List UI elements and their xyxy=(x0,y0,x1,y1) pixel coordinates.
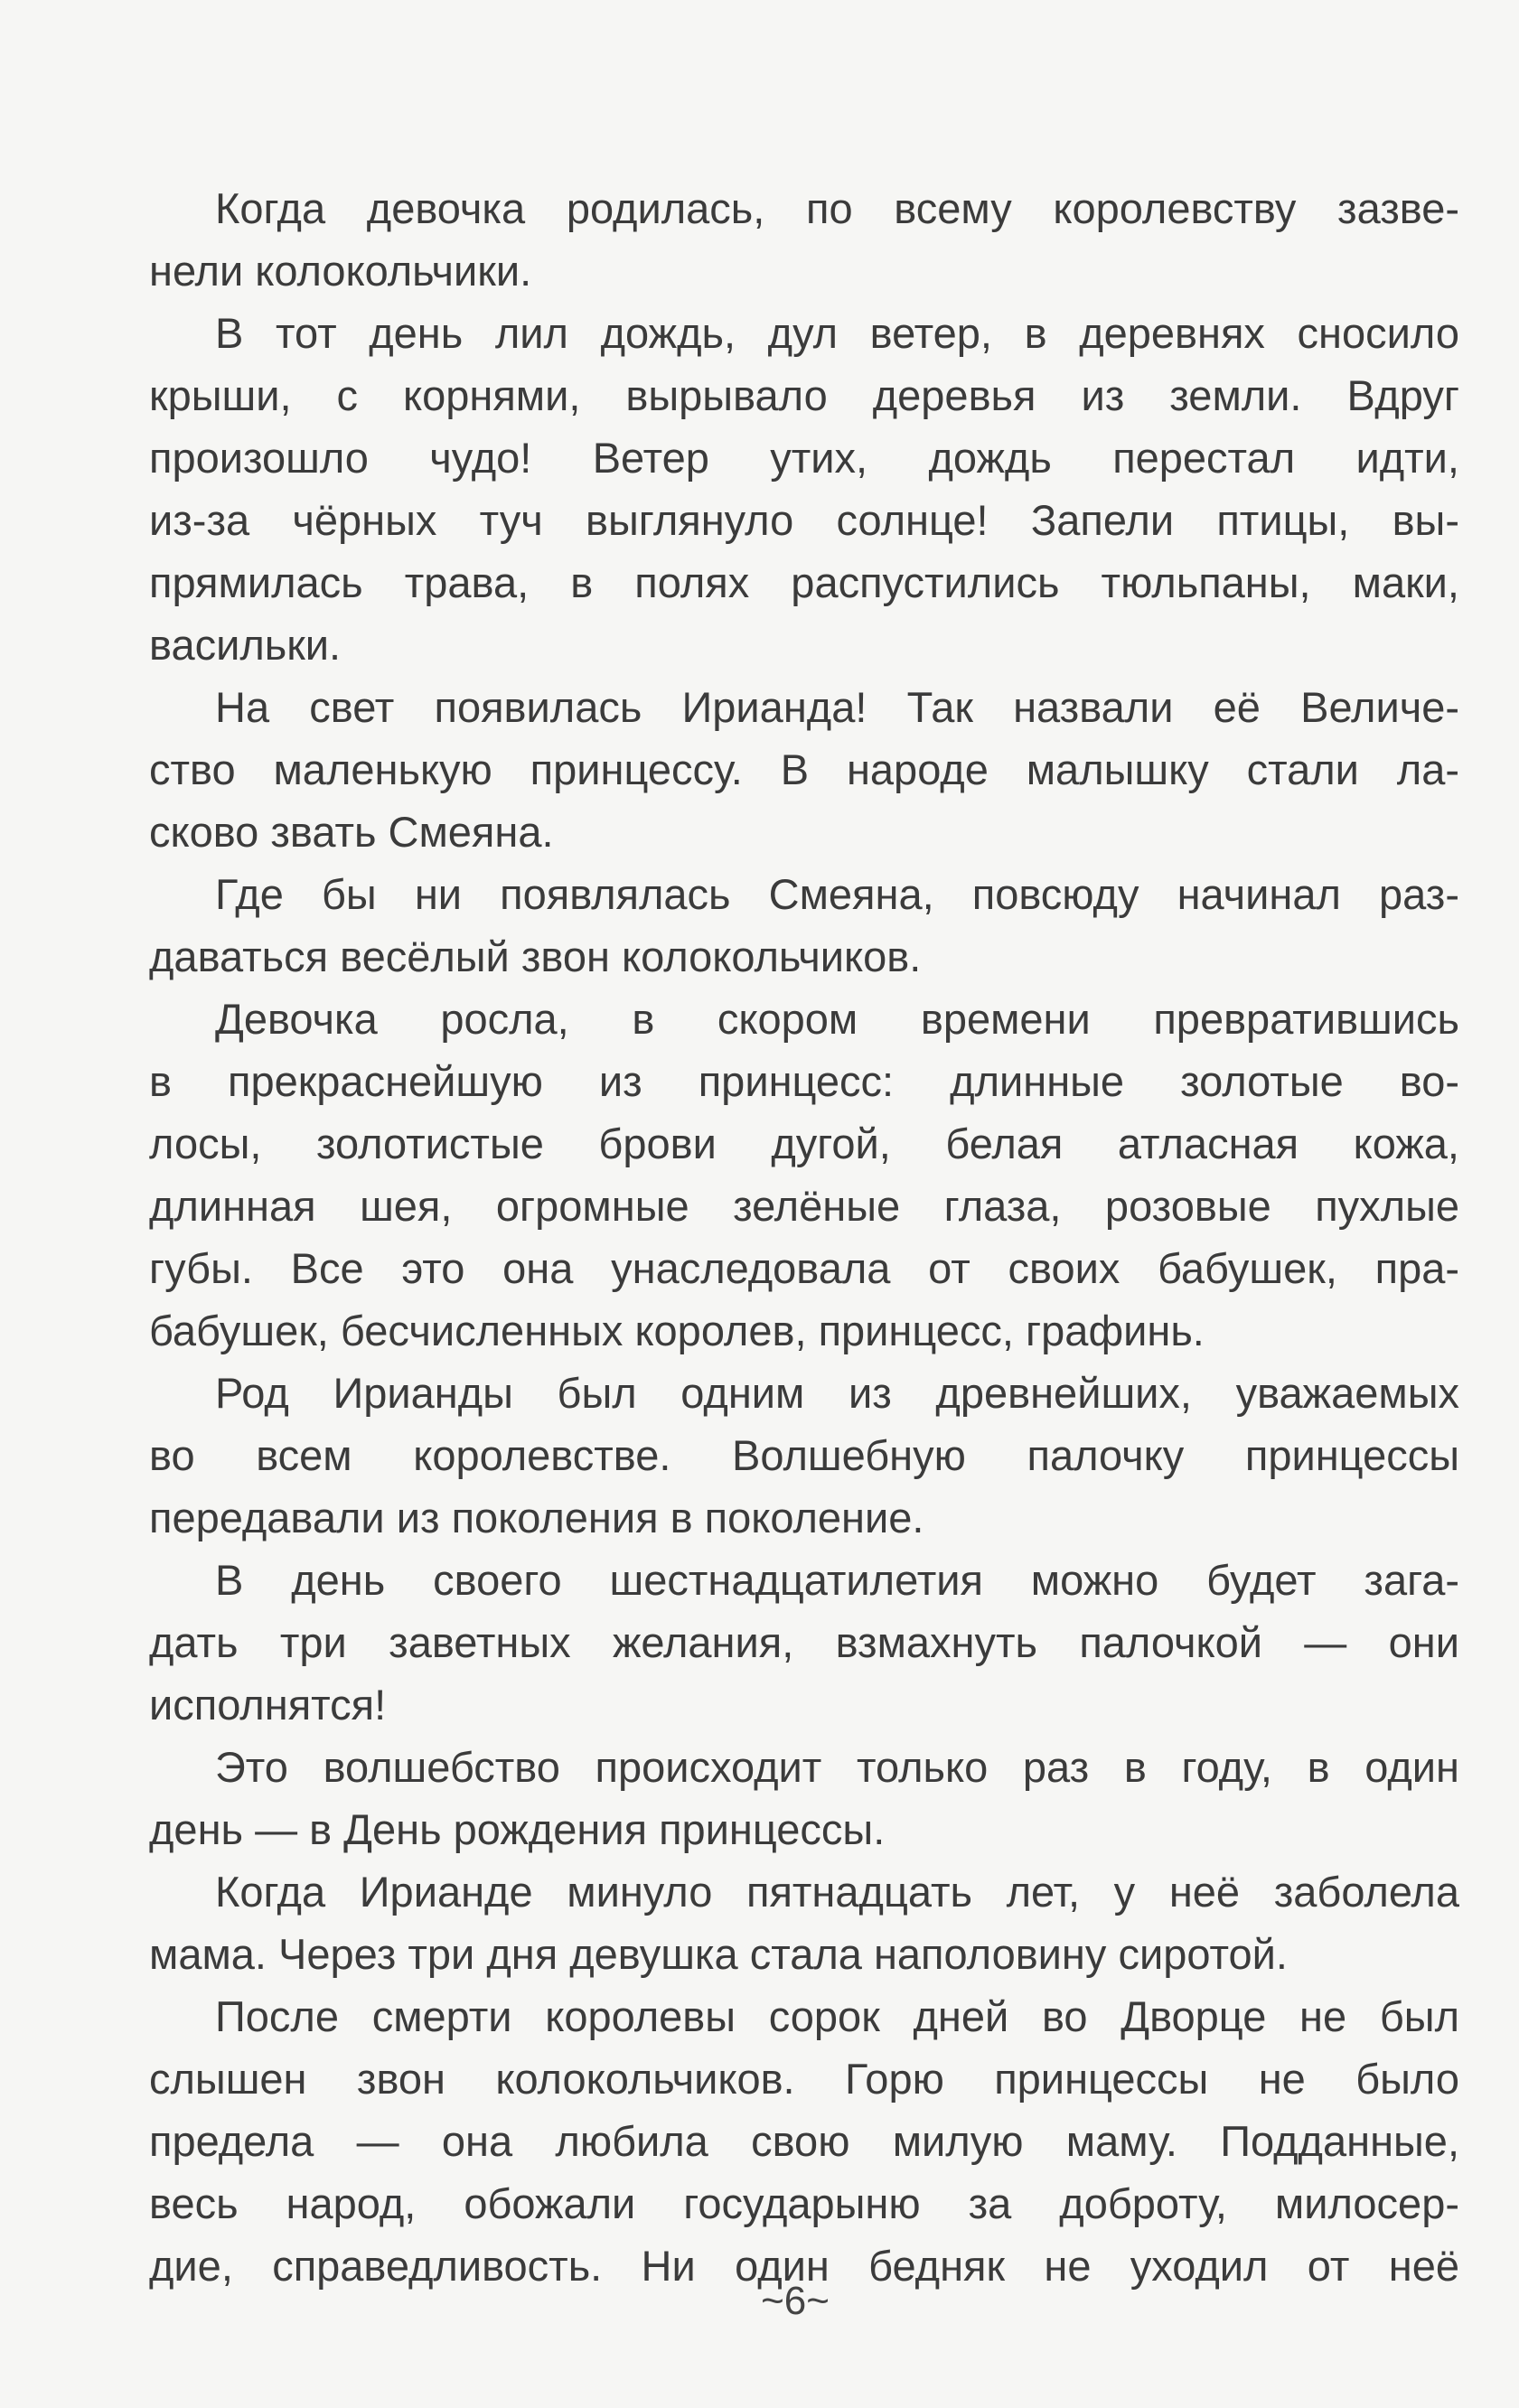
text-line: нели колокольчики. xyxy=(149,247,532,295)
text-line: дие, справедливость. Ни один бедняк не уходил от неё xyxy=(149,2242,1459,2290)
text-line: произошло чудо! Ветер утих, дождь перестал идти, xyxy=(149,434,1459,482)
text-line: В тот день лил дождь, дул ветер, в деревнях сносило xyxy=(215,309,1459,357)
text-line: день — в День рождения принцессы. xyxy=(149,1805,886,1853)
text-line: даваться весёлый звон колокольчиков. xyxy=(149,932,922,980)
paragraph xyxy=(149,988,1459,1362)
text-line: длинная шея, огромные зелёные глаза, розовые пухлые xyxy=(149,1182,1459,1230)
text-line: в прекраснейшую из принцесс: длинные золотые во- xyxy=(149,1057,1459,1105)
text-line: слышен звон колокольчиков. Горю принцессы не было xyxy=(149,2055,1459,2103)
text-line: сково звать Смеяна. xyxy=(149,808,554,856)
text-line: После смерти королевы сорок дней во Дворце не был xyxy=(215,1992,1459,2040)
text-line: дать три заветных желания, взмахнуть палочкой — они xyxy=(149,1618,1459,1666)
text-line: Где бы ни появлялась Смеяна, повсюду начинал раз- xyxy=(215,870,1459,918)
paragraph xyxy=(149,1362,1459,1549)
text-line: передавали из поколения в поколение. xyxy=(149,1494,924,1541)
text-line: прямилась трава, в полях распустились тюльпаны, маки, xyxy=(149,558,1459,606)
text-line: губы. Все это она унаследовала от своих бабушек, пра- xyxy=(149,1244,1459,1292)
text-line: васильки. xyxy=(149,621,342,669)
text-line: во всем королевстве. Волшебную палочку принцессы xyxy=(149,1431,1459,1479)
text-line: лосы, золотистые брови дугой, белая атласная кожа, xyxy=(149,1120,1459,1167)
page-body-text xyxy=(149,177,1459,2297)
text-line: мама. Через три дня девушка стала наполовину сиротой. xyxy=(149,1930,1288,1978)
paragraph xyxy=(149,302,1459,676)
text-line: На свет появилась Ирианда! Так назвали её Величе- xyxy=(215,683,1459,731)
paragraph xyxy=(149,1985,1459,2297)
text-line: исполнятся! xyxy=(149,1681,387,1729)
text-line: бабушек, бесчисленных королев, принцесс, графинь. xyxy=(149,1307,1205,1354)
text-line: В день своего шестнадцатилетия можно будет зага- xyxy=(215,1556,1459,1604)
text-line: Это волшебство происходит только раз в году, в один xyxy=(215,1743,1459,1791)
text-line: Девочка росла, в скором времени превратившись xyxy=(215,995,1459,1043)
text-line: Когда девочка родилась, по всему королевству зазве- xyxy=(215,184,1459,232)
page-number: ~6~ xyxy=(761,2279,830,2323)
text-line: из-за чёрных туч выглянуло солнце! Запели птицы, вы- xyxy=(149,496,1459,544)
paragraph xyxy=(149,177,1459,302)
text-line: Род Ирианды был одним из древнейших, уважаемых xyxy=(215,1369,1459,1417)
text-line: предела — она любила свою милую маму. Подданные, xyxy=(149,2117,1459,2165)
text-line: крыши, с корнями, вырывало деревья из земли. Вдруг xyxy=(149,371,1459,419)
paragraph xyxy=(149,1860,1459,1985)
paragraph xyxy=(149,863,1459,988)
paragraph xyxy=(149,1549,1459,1736)
paragraph xyxy=(149,676,1459,863)
text-line: Когда Ирианде минуло пятнадцать лет, у неё заболела xyxy=(215,1868,1459,1916)
text-line: ство маленькую принцессу. В народе малышку стали ла- xyxy=(149,745,1459,793)
paragraph xyxy=(149,1736,1459,1860)
text-line: весь народ, обожали государыню за доброту, милосер- xyxy=(149,2179,1459,2227)
